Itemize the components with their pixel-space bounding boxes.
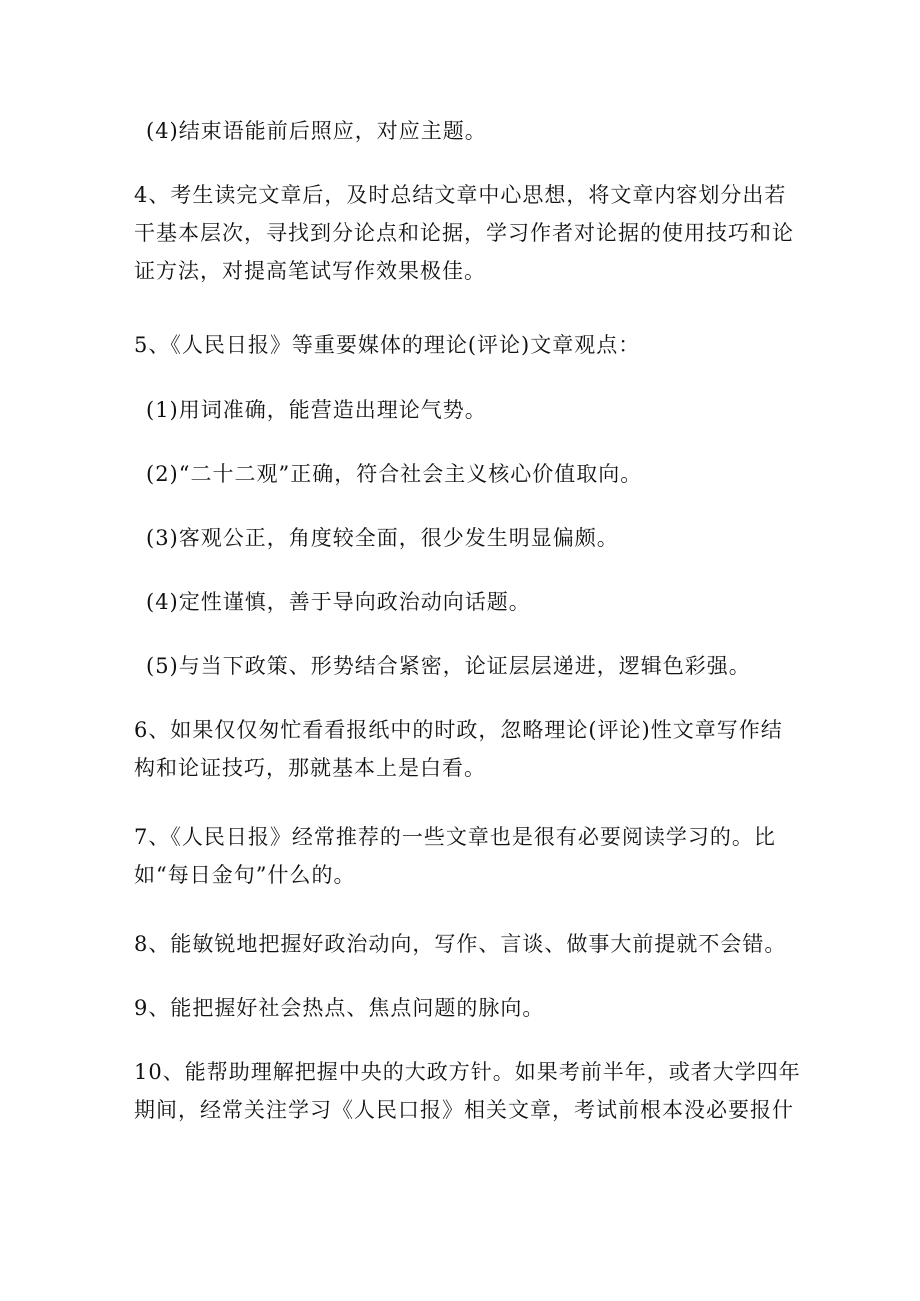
paragraph-sub-5	[146, 647, 806, 685]
paragraph-item-9	[134, 989, 794, 1027]
text-line: 干基本层次，寻找到分论点和论据，学习作者对论据的使用技巧和论	[134, 221, 794, 245]
paragraph-sub-1	[146, 391, 806, 429]
text-line: (5)与当下政策、形势结合紧密，论证层层递进，逻辑色彩强。	[146, 654, 751, 678]
text-line: (2)“二十二观”正确，符合社会主义核心价值取向。	[146, 462, 643, 486]
text-line: 5、《人民日报》等重要媒体的理论(评论)文章观点：	[134, 333, 641, 357]
text-line: 9、能把握好社会热点、焦点问题的脉向。	[134, 996, 545, 1020]
text-line: 8、能敏锐地把握好政治动向，写作、言谈、做事大前提就不会错。	[134, 932, 787, 956]
text-line: (4)结束语能前后照应，对应主题。	[146, 119, 487, 143]
text-line: 如“每日金句”什么的。	[134, 863, 356, 887]
paragraph-item-6	[134, 711, 794, 787]
text-line: (4)定性谨慎，善于导向政治动向话题。	[146, 590, 531, 614]
paragraph-item-7	[134, 818, 794, 894]
text-line: 4、考生读完文章后，及时总结文章中心思想，将文章内容划分出若	[134, 183, 787, 207]
text-line: (3)客观公正，角度较全面，很少发生明显偏颇。	[146, 526, 619, 550]
text-line: 6、如果仅仅匆忙看看报纸中的时政，忽略理论(评论)性文章写作结	[134, 718, 783, 742]
text-line: 证方法，对提高笔试写作效果极佳。	[134, 259, 486, 283]
text-line: 7、《人民日报》经常推荐的一些文章也是很有必要阅读学习的。比	[134, 825, 776, 849]
text-line: 构和论证技巧，那就基本上是白看。	[134, 756, 486, 780]
text-line: (1)用词准确，能营造出理论气势。	[146, 398, 487, 422]
paragraph-sub-4	[146, 583, 806, 621]
paragraph-item-5	[134, 326, 794, 364]
paragraph-sub-2	[146, 455, 806, 493]
paragraph-sub-3	[146, 519, 806, 557]
text-line: 期间，经常关注学习《人民口报》相关文章，考试前根本没必要报什	[134, 1098, 794, 1122]
text-line: 10、能帮助理解把握中央的大政方针。如果考前半年，或者大学四年	[134, 1060, 801, 1084]
paragraph-item-10	[134, 1053, 801, 1129]
paragraph-conclusion-echo	[146, 112, 806, 150]
paragraph-item-8	[134, 925, 794, 963]
paragraph-item-4	[134, 176, 794, 290]
